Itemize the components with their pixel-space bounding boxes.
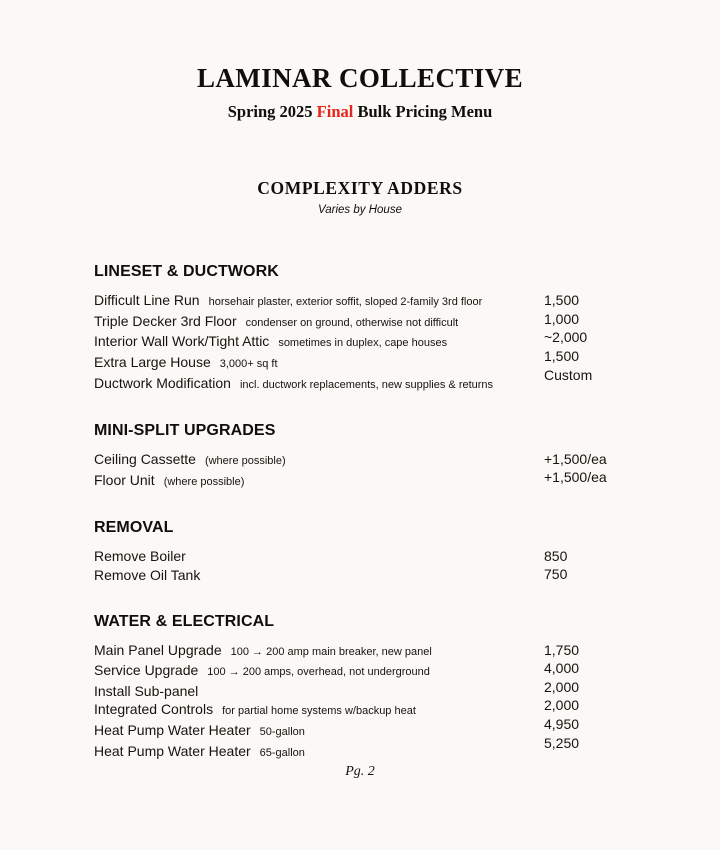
brand-subtitle (0, 102, 720, 122)
line-item-price: Custom (544, 366, 593, 383)
section-rows (94, 641, 664, 763)
line-item-name: Heat Pump Water Heater (94, 722, 251, 738)
line-item-name: Main Panel Upgrade (94, 641, 222, 658)
line-item-label (94, 721, 540, 742)
line-item-label (94, 700, 540, 721)
row-price-column (540, 291, 664, 384)
line-item-price: 850 (544, 548, 568, 565)
line-item-name: Ceiling Cassette (94, 451, 196, 468)
section-title: REMOVAL (94, 519, 174, 537)
line-item-name: Service Upgrade (94, 662, 199, 679)
line-item-note: horsehair plaster, exterior soffit, sloped 2-family 3rd floor (208, 296, 483, 309)
line-item-label (94, 312, 540, 333)
line-item-price: 1,500 (544, 348, 580, 365)
menu-heading-subtitle: Varies by House (318, 204, 402, 217)
section-title: LINESET & DUCTWORK (94, 263, 279, 281)
section-rows (94, 450, 664, 491)
line-item-price: 4,000 (544, 660, 580, 677)
line-item-label (94, 742, 540, 763)
pricing-section (94, 518, 664, 584)
line-item-price: ~2,000 (544, 329, 588, 346)
line-item-label (94, 547, 540, 566)
page-footer (0, 762, 720, 780)
brand-subtitle-accent: Final (316, 101, 354, 121)
line-item-note: 100 → 200 amp main breaker, new panel (230, 645, 432, 658)
line-item-note: sometimes in duplex, cape houses (278, 337, 448, 350)
menu-heading-title: COMPLEXITY ADDERS (257, 178, 463, 199)
line-item-label (94, 332, 540, 353)
line-item-name: Heat Pump Water Heater (94, 742, 251, 759)
line-item-price: 5,250 (544, 734, 580, 751)
line-item-note: incl. ductwork replacements, new supplies & returns (239, 378, 494, 391)
line-item-name: Install Sub-panel (94, 682, 199, 699)
pricing-section (94, 612, 664, 763)
line-item-note: 50-gallon (259, 726, 305, 738)
line-item-name: Floor Unit (94, 471, 155, 488)
line-item-price: 4,950 (544, 716, 580, 732)
line-item-label (94, 353, 540, 374)
row-label-column (94, 547, 540, 584)
line-item-label (94, 682, 540, 701)
brand-subtitle-after: Bulk Pricing Menu (353, 101, 493, 121)
line-item-label (94, 374, 540, 395)
line-item-note: 100 → 200 amps, overhead, not underground (207, 666, 430, 679)
pricing-section (94, 421, 664, 491)
pricing-sections (0, 262, 720, 762)
page-number: Pg. 2 (345, 764, 375, 779)
line-item-label (94, 661, 540, 682)
section-rows (94, 291, 664, 394)
line-item-price: 1,750 (544, 641, 580, 658)
line-item-name: Extra Large House (94, 354, 211, 371)
line-item-note: (where possible) (204, 455, 286, 468)
line-item-name: Remove Oil Tank (94, 567, 201, 584)
line-item-price: 2,000 (544, 697, 580, 714)
line-item-label (94, 450, 540, 471)
line-item-price: 1,500 (544, 292, 580, 309)
row-label-column (94, 641, 540, 763)
line-item-note: condenser on ground, otherwise not difficult (245, 316, 459, 329)
line-item-price: 1,000 (544, 310, 580, 327)
line-item-label (94, 291, 540, 312)
row-price-column (540, 450, 664, 486)
section-title: MINI-SPLIT UPGRADES (94, 422, 276, 440)
row-label-column (94, 450, 540, 491)
line-item-note: 65-gallon (259, 746, 305, 759)
masthead (0, 0, 720, 121)
line-item-name: Integrated Controls (94, 701, 214, 718)
line-item-label (94, 471, 540, 492)
pricing-section (94, 262, 664, 394)
line-item-note: 3,000+ sq ft (219, 358, 278, 371)
line-item-name: Difficult Line Run (94, 292, 200, 309)
line-item-name: Ductwork Modification (94, 374, 231, 391)
line-item-name: Remove Boiler (94, 548, 186, 565)
line-item-label (94, 641, 540, 662)
line-item-note: for partial home systems w/backup heat (222, 705, 416, 718)
line-item-price: +1,500/ea (544, 451, 607, 468)
section-rows (94, 547, 664, 584)
row-price-column (540, 547, 664, 583)
line-item-price: 2,000 (544, 678, 580, 695)
row-price-column (540, 641, 664, 753)
menu-heading (0, 178, 720, 218)
brand-title: LAMINAR COLLECTIVE (197, 63, 523, 93)
section-title: WATER & ELECTRICAL (94, 612, 275, 630)
line-item-note: (where possible) (163, 475, 245, 488)
line-item-price: +1,500/ea (544, 469, 607, 486)
line-item-price: 750 (544, 566, 568, 583)
line-item-name: Interior Wall Work/Tight Attic (94, 333, 270, 350)
brand-subtitle-before: Spring 2025 (227, 101, 317, 121)
row-label-column (94, 291, 540, 394)
line-item-name: Triple Decker 3rd Floor (94, 312, 237, 329)
line-item-label (94, 566, 540, 585)
